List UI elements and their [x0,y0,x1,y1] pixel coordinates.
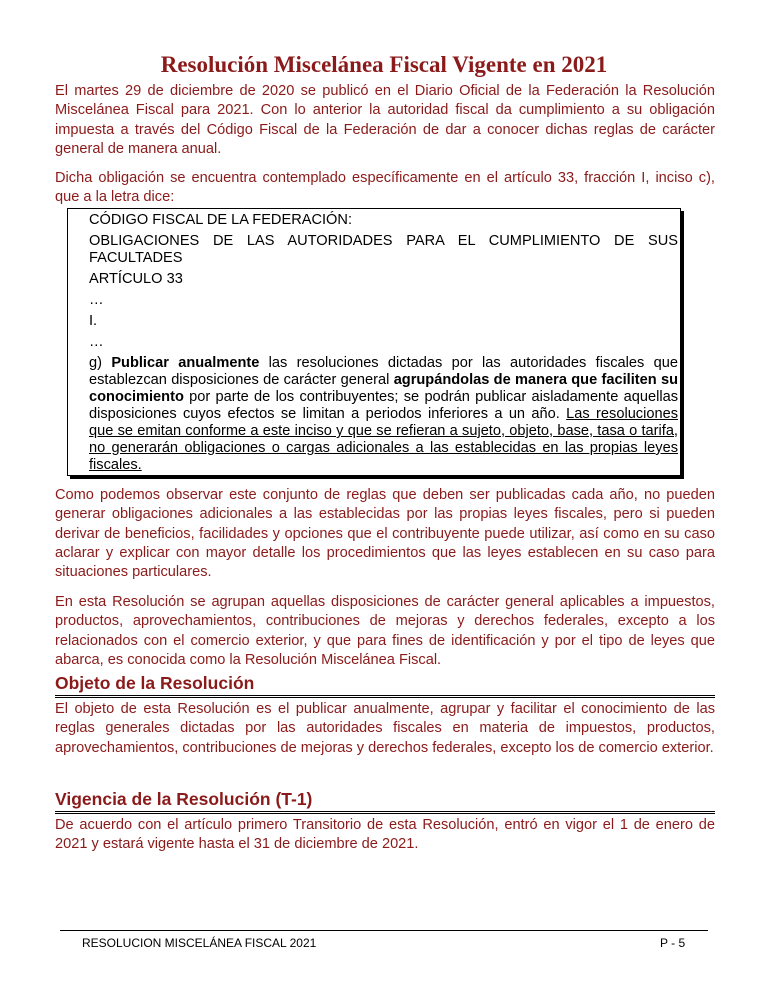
quote-article: ARTÍCULO 33 [89,271,183,287]
vigencia-paragraph: De acuerdo con el artículo primero Transitorio de esta Resolución, entró en vigor el 1 de enero de 2021 y estará vigente hasta el 31 de diciembre de 2021. [55,817,715,853]
section-heading-objeto: Objeto de la Resolución [55,673,715,698]
obligation-paragraph: Dicha obligación se encuentra contemplado específicamente en el artículo 33, fracción I, inciso c), que a la letra dice: [55,170,715,206]
quote-fraction: I. [89,313,98,329]
quote-heading: OBLIGACIONES DE LAS AUTORIDADES PARA EL CUMPLIMIENTO DE SUS FACULTADES [89,233,678,266]
clause-g-prefix: g) [89,355,112,371]
page-title: Resolución Miscelánea Fiscal Vigente en 2021 [160,52,608,77]
intro-paragraph: El martes 29 de diciembre de 2020 se publicó en el Diario Oficial de la Federación la Resolución Miscelánea Fiscal para 2021. Con lo anterior la autoridad fiscal da cumplimiento a su obligación impuesta a través del Código Fiscal de la Federación de dar a conocer dichas reglas de carácter general de manera anual. [55,83,715,157]
observation-paragraph: Como podemos observar este conjunto de reglas que deben ser publicadas cada año, no pueden generar obligaciones adicionales a las establecidas por las propias leyes fiscales, pero si pueden derivar de beneficios, facilidades y opciones que el contribuyente puede utilizar, así como en su caso aclarar y explicar con mayor detalle los procedimientos que las leyes establecen en su caso para situaciones particulares. [55,487,715,581]
footer-divider [60,930,708,931]
clause-g-text: las resoluciones dictadas por las autoridades fiscales que establezcan disposiciones de carácter general [89,355,678,388]
clause-g-underlined: Las resoluciones que se emitan conforme a este inciso y que se refieran a sujeto, objeto, base, tasa o tarifa, no generarán obligaciones o cargas adicionales a las establecidas en las propias leyes fiscales. [89,406,678,473]
page-number: P - 5 [660,936,686,950]
grouping-paragraph: En esta Resolución se agrupan aquellas disposiciones de carácter general aplicables a impuestos, productos, aprovechamientos, contribuciones de mejoras y derechos federales, excepto a los relacionados con el comercio exterior, y que para fines de identificación y por el tipo de leyes que abarca, es conocida como la Resolución Miscelánea Fiscal. [55,594,715,668]
clause-g-bold: Publicar anualmente [111,355,260,371]
footer-title: RESOLUCION MISCELÁNEA FISCAL 2021 [82,936,317,950]
legal-quote-box [67,208,681,476]
objeto-paragraph: El objeto de esta Resolución es el publicar anualmente, agrupar y facilitar el conocimiento de las reglas generales dictadas por las autoridades fiscales en materia de impuestos, productos, aprovechamientos, contribuciones de mejoras y derechos federales, excepto los de comercio exterior. [55,701,715,756]
clause-g-bold: agrupándolas de manera que faciliten su conocimiento [89,372,678,405]
section-heading-vigencia: Vigencia de la Resolución (T-1) [55,789,715,814]
clause-g-text: por parte de los contribuyentes; se podrán publicar aisladamente aquellas disposiciones cuyos efectos se limitan a periodos inferiores a un año. [89,389,678,422]
quote-ellipsis: … [89,334,104,350]
quote-clause-g [89,355,678,474]
quote-code: CÓDIGO FISCAL DE LA FEDERACIÓN: [89,212,353,228]
quote-ellipsis: … [89,292,104,308]
